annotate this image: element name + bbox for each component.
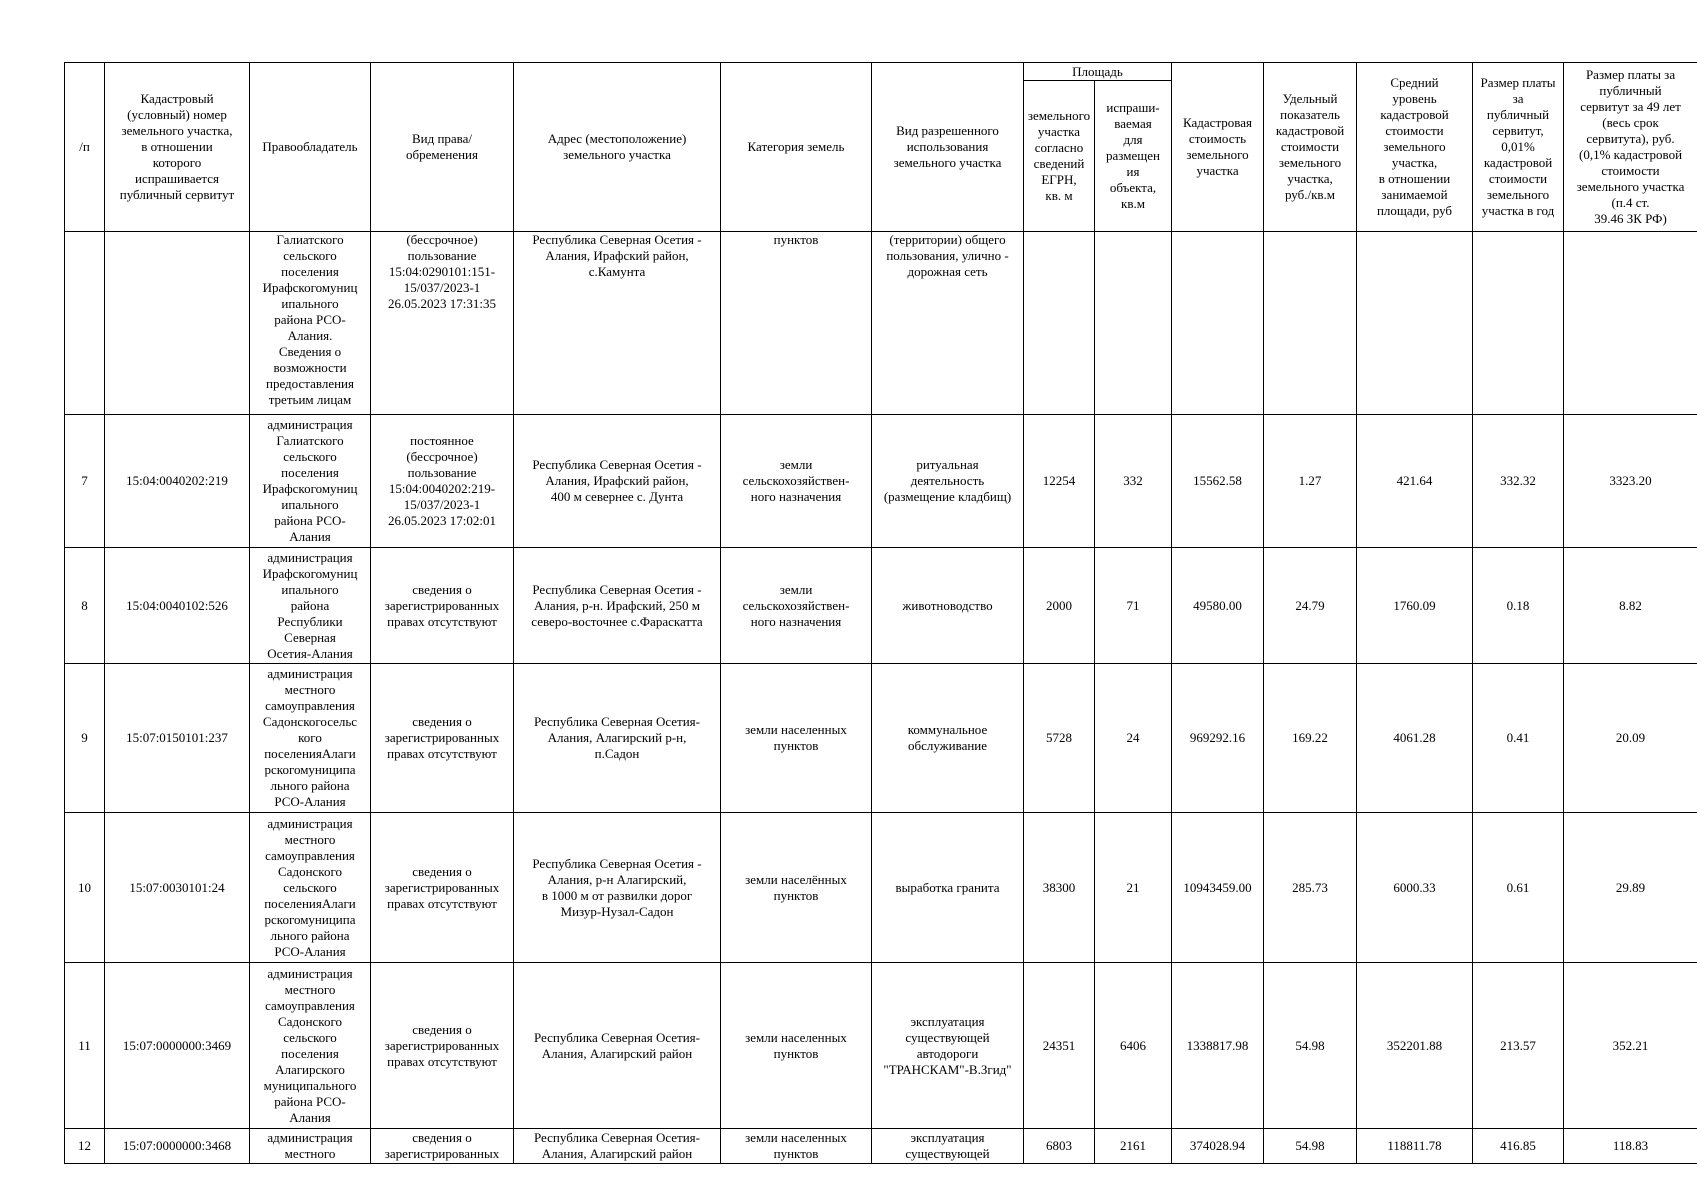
cell-fee-49: 352.21 [1564,963,1697,1129]
cell-area-egrn: 5728 [1024,664,1095,813]
header-category: Категория земель [721,63,872,232]
cell-num: 11 [65,963,105,1129]
cell-fee-49: 118.83 [1564,1129,1697,1164]
cell-specific: 54.98 [1264,1129,1357,1164]
cell-cad-value: 15562.58 [1172,415,1264,548]
cell-right: (бессрочное) пользование 15:04:0290101:151- 15/037/2023-1 26.05.2023 17:31:35 [371,232,514,415]
cell-fee-year: 0.18 [1473,548,1564,664]
cell-category: земли населенных пунктов [721,1129,872,1164]
cell-num [65,232,105,415]
cell-specific: 1.27 [1264,415,1357,548]
cell-num: 9 [65,664,105,813]
header-area-req: испраши- ваемая для размещен ия объекта, кв.м [1095,81,1172,232]
cell-area-req: 332 [1095,415,1172,548]
table-row [65,1129,1697,1164]
cell-right: постоянное (бессрочное) пользование 15:04:0040202:219- 15/037/2023-1 26.05.2023 17:02:01 [371,415,514,548]
cell-holder: администрация местного самоуправления Садонскогосельс кого поселенияАлаги рскогомуниципа льного района РСО-Алания [250,664,371,813]
cell-right: сведения о зарегистрированных правах отсутствуют [371,548,514,664]
cell-right: сведения о зарегистрированных правах отсутствуют [371,963,514,1129]
cell-cadastral: 15:04:0040202:219 [105,415,250,548]
cell-use: эксплуатация существующей автодороги "ТРАНСКАМ"-В.Згид" [872,963,1024,1129]
cell-specific: 54.98 [1264,963,1357,1129]
cell-avg: 6000.33 [1357,813,1473,963]
cell-avg [1357,232,1473,415]
cell-area-req: 71 [1095,548,1172,664]
cell-holder: администрация местного [250,1129,371,1164]
cell-cadastral: 15:07:0000000:3469 [105,963,250,1129]
cell-cad-value: 1338817.98 [1172,963,1264,1129]
header-area-egrn: земельного участка согласно сведений ЕГРН, кв. м [1024,81,1095,232]
cell-address: Республика Северная Осетия- Алания, Алагирский р-н, п.Садон [514,664,721,813]
cell-avg: 118811.78 [1357,1129,1473,1164]
cell-area-req: 21 [1095,813,1172,963]
header-holder: Правообладатель [250,63,371,232]
cell-cad-value: 49580.00 [1172,548,1264,664]
cell-avg: 352201.88 [1357,963,1473,1129]
cell-category: земли населенных пунктов [721,664,872,813]
cell-fee-year: 0.61 [1473,813,1564,963]
header-num: /п [65,63,105,232]
cell-fee-49: 8.82 [1564,548,1697,664]
cell-specific: 285.73 [1264,813,1357,963]
cell-area-egrn: 38300 [1024,813,1095,963]
cell-cad-value [1172,232,1264,415]
cell-num: 7 [65,415,105,548]
table-row [65,963,1697,1129]
header-specific: Удельный показатель кадастровой стоимости земельного участка, руб./кв.м [1264,63,1357,232]
table-row [65,813,1697,963]
cell-holder: администрация местного самоуправления Садонского сельского поселения Алагирского муниципального района РСО- Алания [250,963,371,1129]
cell-address: Республика Северная Осетия- Алания, Алагирский район [514,1129,721,1164]
cell-category: земли населённых пунктов [721,813,872,963]
cell-category: пунктов [721,232,872,415]
header-cadastral: Кадастровый (условный) номер земельного участка, в отношении которого испрашивается публичный сервитут [105,63,250,232]
cell-fee-year: 416.85 [1473,1129,1564,1164]
header-avg: Средний уровень кадастровой стоимости земельного участка, в отношении занимаемой площади, руб [1357,63,1473,232]
cell-use: животноводство [872,548,1024,664]
cell-right: сведения о зарегистрированных правах отсутствуют [371,813,514,963]
cell-holder: администрация местного самоуправления Садонского сельского поселенияАлаги рскогомуниципа льного района РСО-Алания [250,813,371,963]
cell-area-egrn: 6803 [1024,1129,1095,1164]
cell-cadastral: 15:07:0000000:3468 [105,1129,250,1164]
cell-fee-49: 20.09 [1564,664,1697,813]
table-row [65,548,1697,664]
cell-avg: 4061.28 [1357,664,1473,813]
cell-fee-49: 3323.20 [1564,415,1697,548]
cell-cadastral: 15:07:0150101:237 [105,664,250,813]
cell-cad-value: 374028.94 [1172,1129,1264,1164]
cell-cadastral: 15:04:0040102:526 [105,548,250,664]
cell-address: Республика Северная Осетия - Алания, р-н Алагирский, в 1000 м от развилки дорог Мизур-Нузал-Садон [514,813,721,963]
cell-area-req: 2161 [1095,1129,1172,1164]
cell-area-egrn: 2000 [1024,548,1095,664]
cell-right: сведения о зарегистрированных [371,1129,514,1164]
servitude-table [64,62,1697,1164]
cell-holder: администрация Галиатского сельского поселения Ирафскогомуниц ипального района РСО- Алания [250,415,371,548]
header-address: Адрес (местоположение) земельного участка [514,63,721,232]
cell-address: Республика Северная Осетия- Алания, Алагирский район [514,963,721,1129]
table-row [65,415,1697,548]
cell-cad-value: 10943459.00 [1172,813,1264,963]
cell-fee-year [1473,232,1564,415]
cell-area-req: 6406 [1095,963,1172,1129]
cell-cadastral: 15:07:0030101:24 [105,813,250,963]
cell-use: эксплуатация существующей [872,1129,1024,1164]
header-row-1 [65,63,1697,81]
cell-cad-value: 969292.16 [1172,664,1264,813]
cell-address: Республика Северная Осетия - Алания, р-н. Ирафский, 250 м северо-восточнее с.Фараскатта [514,548,721,664]
cell-area-req: 24 [1095,664,1172,813]
cell-fee-49: 29.89 [1564,813,1697,963]
cell-holder: администрация Ирафскогомуниц ипального района Республики Северная Осетия-Алания [250,548,371,664]
cell-area-egrn [1024,232,1095,415]
cell-avg: 1760.09 [1357,548,1473,664]
cell-specific: 169.22 [1264,664,1357,813]
cell-use: ритуальная деятельность (размещение кладбищ) [872,415,1024,548]
cell-area-req [1095,232,1172,415]
table-row [65,664,1697,813]
table-row [65,232,1697,415]
cell-specific: 24.79 [1264,548,1357,664]
cell-fee-year: 213.57 [1473,963,1564,1129]
header-area-group: Площадь [1024,63,1172,81]
header-use: Вид разрешенного использования земельного участка [872,63,1024,232]
cell-num: 12 [65,1129,105,1164]
header-fee-year: Размер платы за публичный сервитут, 0,01% кадастровой стоимости земельного участка в год [1473,63,1564,232]
cell-right: сведения о зарегистрированных правах отсутствуют [371,664,514,813]
header-right: Вид права/ обременения [371,63,514,232]
cell-use: (территории) общего пользования, улично - дорожная сеть [872,232,1024,415]
cell-holder: Галиатского сельского поселения Ирафскогомуниц ипального района РСО- Алания. Сведения о возможности предоставления третьим лицам [250,232,371,415]
cell-num: 8 [65,548,105,664]
cell-fee-year: 0.41 [1473,664,1564,813]
cell-use: выработка гранита [872,813,1024,963]
cell-category: земли сельскохозяйствен- ного назначения [721,548,872,664]
cell-address: Республика Северная Осетия - Алания, Ирафский район, 400 м севернее с. Дунта [514,415,721,548]
cell-category: земли населенных пунктов [721,963,872,1129]
cell-cadastral [105,232,250,415]
cell-area-egrn: 12254 [1024,415,1095,548]
cell-fee-49 [1564,232,1697,415]
header-cad-value: Кадастровая стоимость земельного участка [1172,63,1264,232]
cell-fee-year: 332.32 [1473,415,1564,548]
cell-area-egrn: 24351 [1024,963,1095,1129]
cell-address: Республика Северная Осетия - Алания, Ирафский район, с.Камунта [514,232,721,415]
cell-category: земли сельскохозяйствен- ного назначения [721,415,872,548]
header-fee-49: Размер платы за публичный сервитут за 49 лет (весь срок сервитута), руб. (0,1% кадастровой стоимости земельного участка (п.4 ст. 39.46 ЗК РФ) [1564,63,1697,232]
cell-specific [1264,232,1357,415]
cell-num: 10 [65,813,105,963]
cell-use: коммунальное обслуживание [872,664,1024,813]
cell-avg: 421.64 [1357,415,1473,548]
